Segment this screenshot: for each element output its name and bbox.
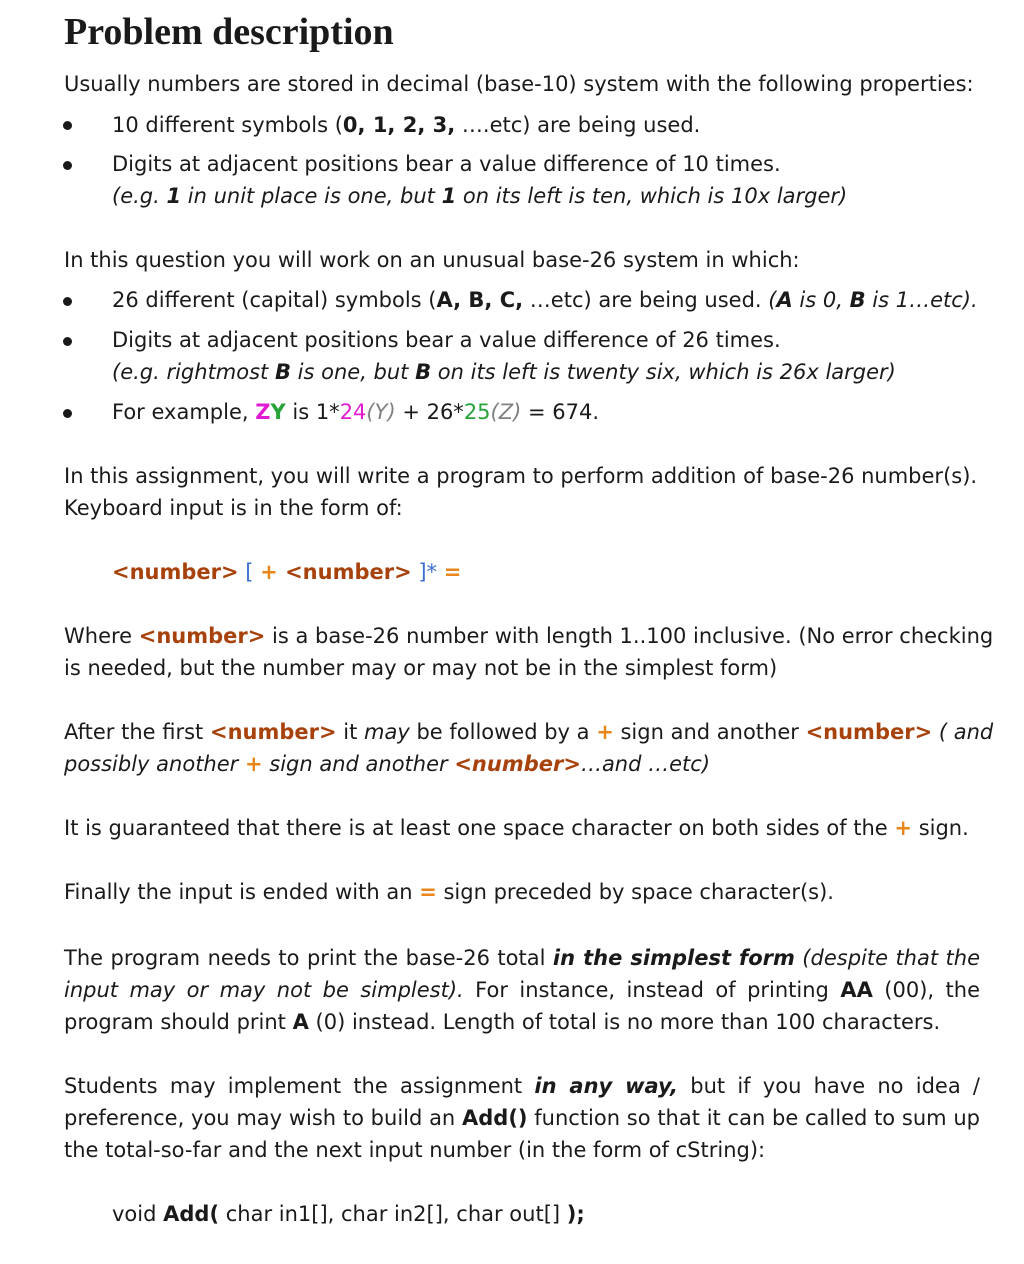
bullet-marker bbox=[63, 409, 72, 418]
guarantee-line: It is guaranteed that there is at least one space character on both sides of the + sign. bbox=[64, 816, 969, 840]
base26-bullet-zy-example: For example, ZY is 1*24(Y) + 26*25(Z) = 674. bbox=[112, 400, 600, 424]
base26-bullet-example: (e.g. rightmost B is one, but B on its left is twenty six, which is 26x larger) bbox=[112, 360, 896, 384]
input-format: <number> [ + <number> ]* = bbox=[112, 560, 462, 584]
base26-intro: In this question you will work on an unusual base-26 system in which: bbox=[64, 248, 800, 272]
add-function-signature: void Add( char in1[], char in2[], char out[] ); bbox=[112, 1202, 585, 1226]
base26-bullet-symbols: 26 different (capital) symbols (A, B, C, …etc) are being used. (A is 0, B is 1…etc). bbox=[112, 288, 978, 312]
bullet-marker bbox=[63, 297, 72, 306]
page-title: Problem description bbox=[64, 11, 394, 53]
decimal-bullet-adjacent: Digits at adjacent positions bear a value difference of 10 times. bbox=[112, 152, 781, 176]
simplest-form-paragraph: The program needs to print the base-26 total in the simplest form (despite that the input may or may not be simplest). For instance, instead of printing AA (00), the program should print A (0) instead. Length of total is no more than 100 characters. bbox=[64, 946, 981, 1034]
decimal-bullet-symbols: 10 different symbols (0, 1, 2, 3, ….etc) are being used. bbox=[112, 113, 701, 137]
bullet-marker bbox=[63, 161, 72, 170]
decimal-intro: Usually numbers are stored in decimal (base-10) system with the following properties: bbox=[64, 72, 974, 96]
bullet-marker bbox=[63, 121, 72, 130]
base26-bullet-adjacent: Digits at adjacent positions bear a value difference of 26 times. bbox=[112, 328, 781, 352]
after-line-1: After the first <number> it may be followed by a + sign and another <number> ( and bbox=[64, 720, 994, 744]
where-line-1: Where <number> is a base-26 number with length 1..100 inclusive. (No error checking bbox=[64, 624, 994, 648]
assignment-line-1: In this assignment, you will write a program to perform addition of base-26 number(s). bbox=[64, 464, 978, 488]
bullet-marker bbox=[63, 337, 72, 346]
decimal-bullet-example: (e.g. 1 in unit place is one, but 1 on its left is ten, which is 10x larger) bbox=[112, 184, 848, 208]
finally-line: Finally the input is ended with an = sign preceded by space character(s). bbox=[64, 880, 834, 904]
where-line-2: is needed, but the number may or may not be in the simplest form) bbox=[64, 656, 778, 680]
assignment-line-2: Keyboard input is in the form of: bbox=[64, 496, 403, 520]
students-paragraph: Students may implement the assignment in any way, but if you have no idea / preference, you may wish to build an Add() function so that it can be called to sum up the total-so-far and the next input number (in the form of cString): bbox=[64, 1074, 980, 1162]
after-line-2: possibly another + sign and another <number>…and …etc) bbox=[64, 752, 711, 776]
